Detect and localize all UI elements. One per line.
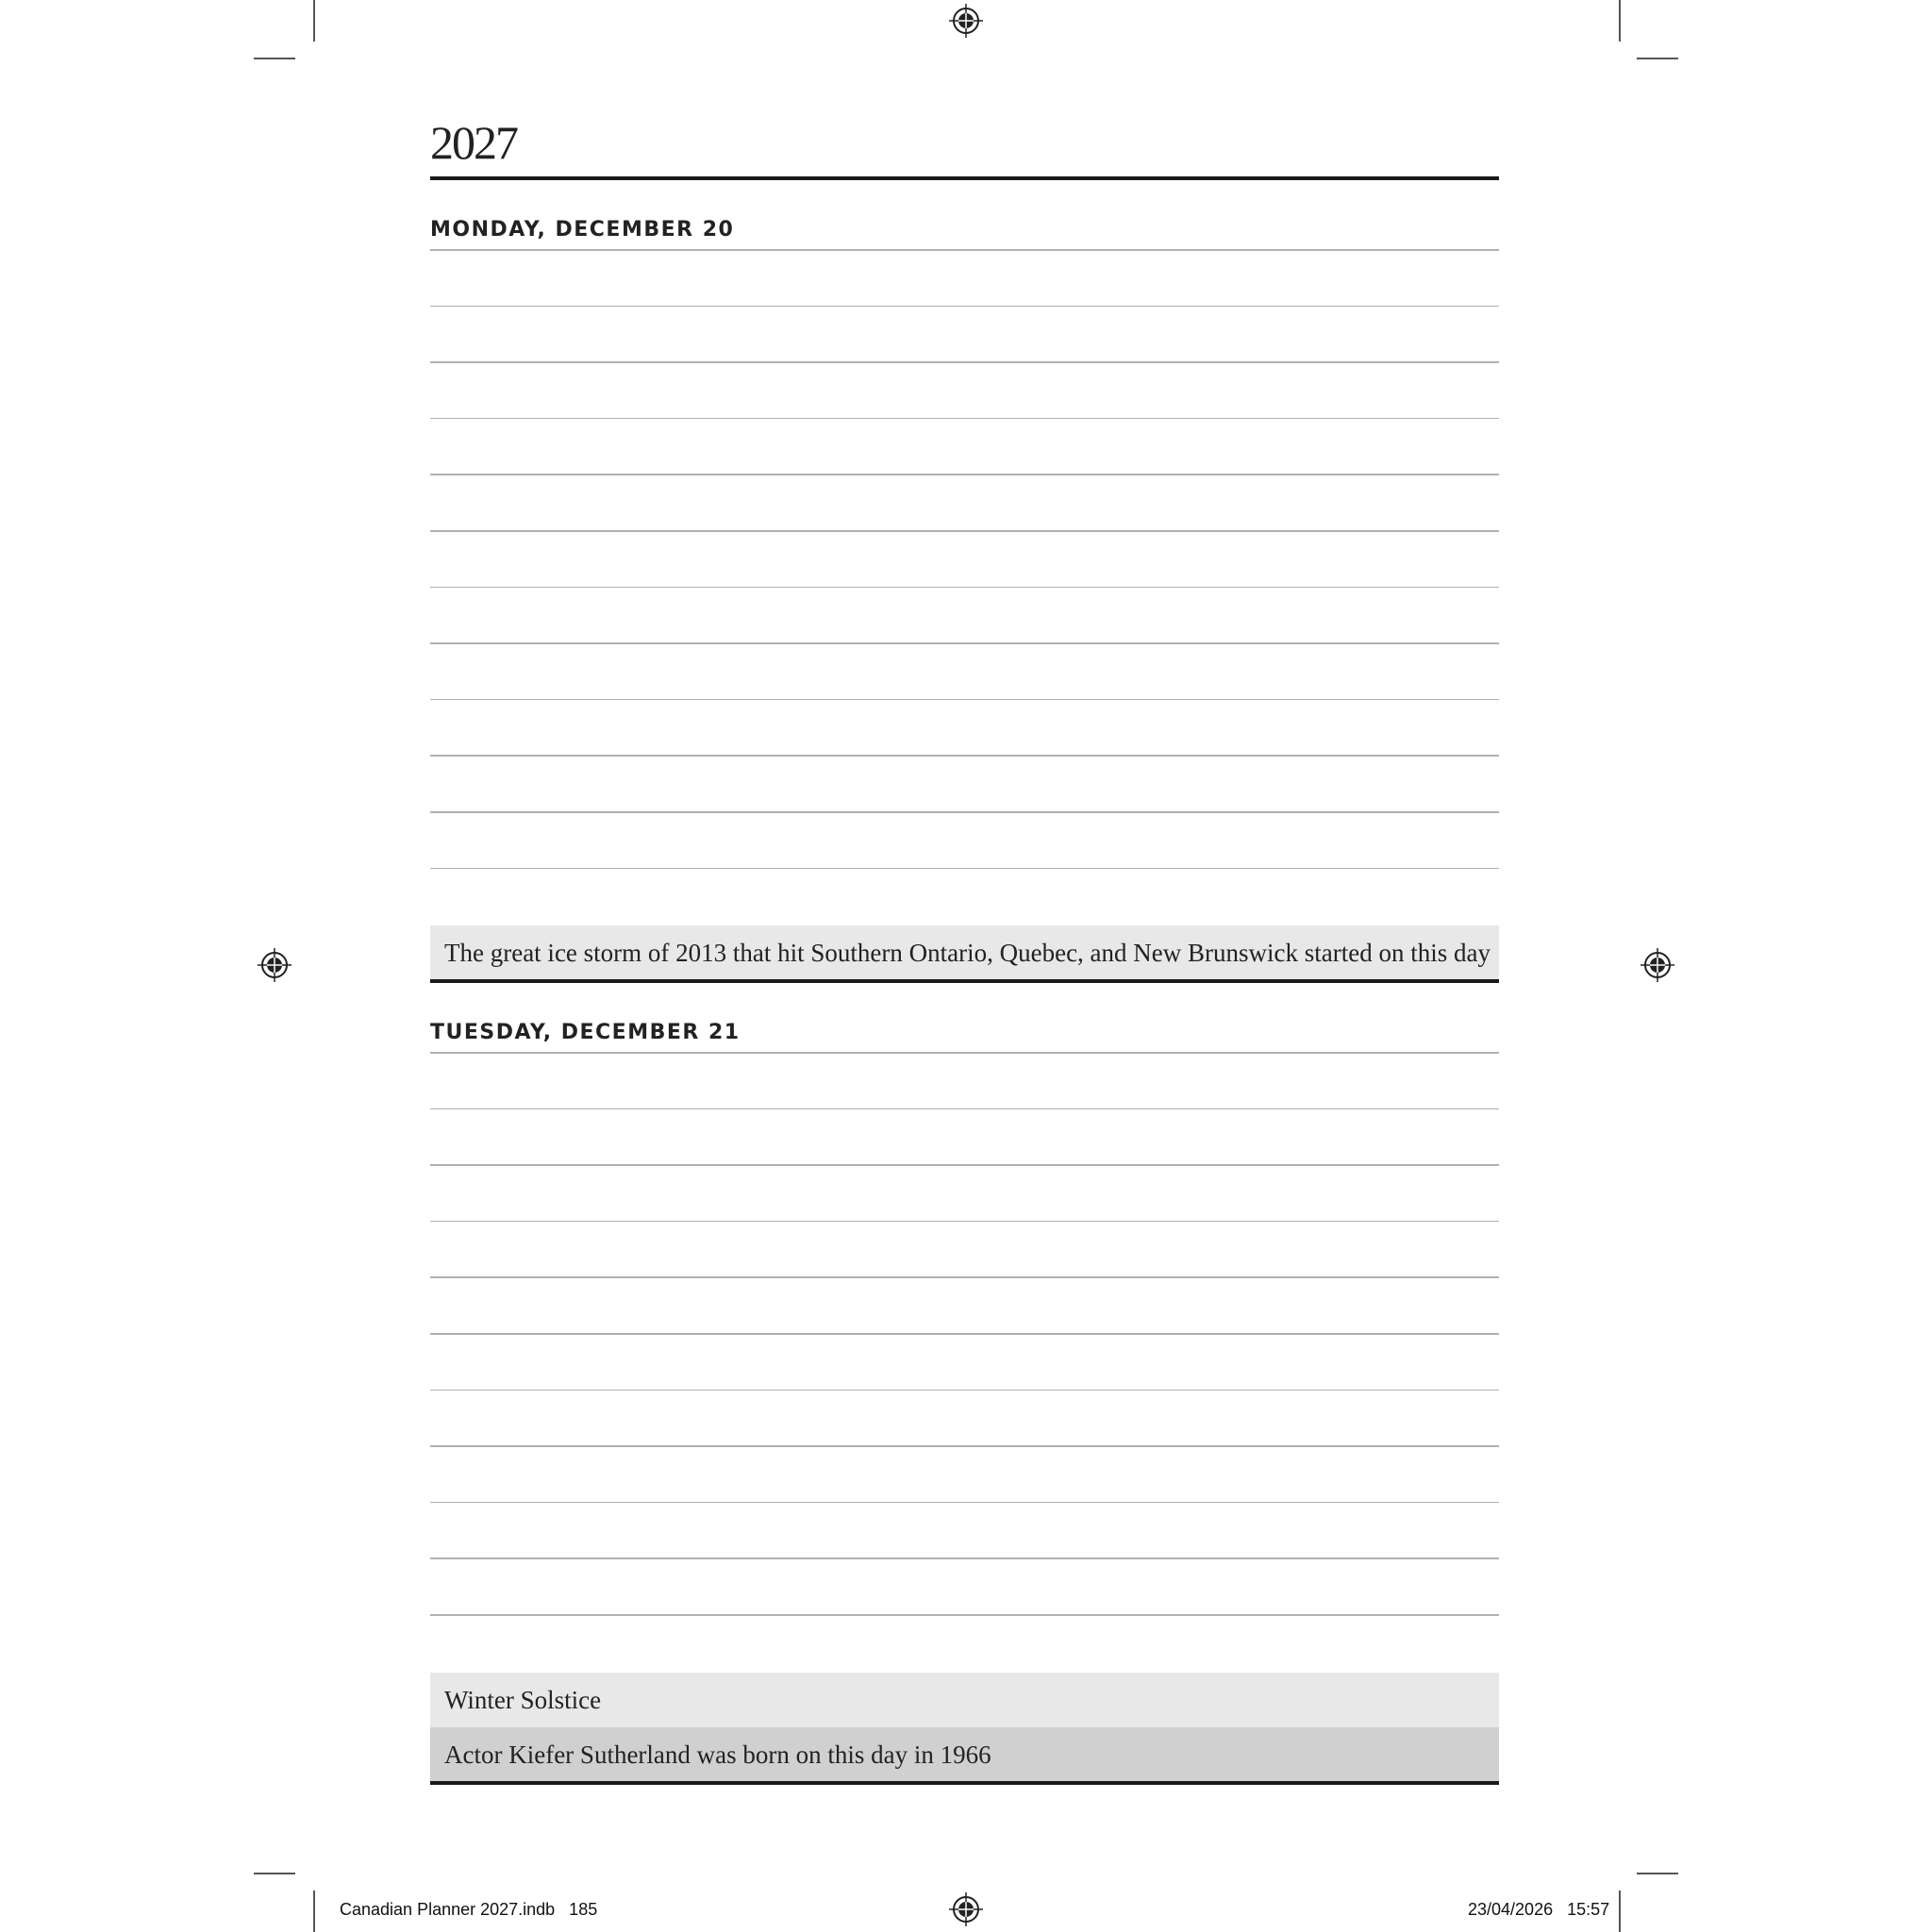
writing-line[interactable] (430, 1108, 1499, 1110)
crop-mark-top-right-h (1637, 58, 1678, 59)
writing-line[interactable] (430, 868, 1499, 870)
page-year: 2027 (430, 116, 517, 169)
writing-line[interactable] (430, 1614, 1499, 1616)
day-note: The great ice storm of 2013 that hit Southern Ontario, Quebec, and New Brunswick started on this day (430, 925, 1499, 980)
day-end-rule (430, 1781, 1499, 1785)
crop-mark-bottom-right-v (1619, 1890, 1621, 1932)
writing-line[interactable] (430, 418, 1499, 420)
writing-line[interactable] (430, 1164, 1499, 1166)
writing-line[interactable] (430, 755, 1499, 757)
writing-line[interactable] (430, 1502, 1499, 1504)
registration-mark-bottom-icon (949, 1892, 983, 1926)
registration-mark-right-icon (1641, 948, 1674, 982)
day-note: Actor Kiefer Sutherland was born on this day in 1966 (430, 1727, 1499, 1782)
writing-line[interactable] (430, 1276, 1499, 1278)
writing-line[interactable] (430, 1445, 1499, 1447)
crop-mark-bottom-left-h (254, 1873, 295, 1874)
crop-mark-bottom-right-h (1637, 1873, 1678, 1874)
writing-line[interactable] (430, 699, 1499, 701)
writing-line[interactable] (430, 1390, 1499, 1391)
writing-line[interactable] (430, 1221, 1499, 1223)
writing-line[interactable] (430, 587, 1499, 589)
writing-line[interactable] (430, 642, 1499, 644)
day-note: Winter Solstice (430, 1673, 1499, 1727)
writing-line[interactable] (430, 811, 1499, 813)
day-heading-monday: MONDAY, DECEMBER 20 (430, 218, 735, 242)
year-rule (430, 176, 1499, 180)
writing-line[interactable] (430, 1333, 1499, 1335)
writing-line[interactable] (430, 249, 1499, 251)
crop-mark-top-left-v (313, 0, 315, 42)
writing-line[interactable] (430, 474, 1499, 475)
footer-file-info: Canadian Planner 2027.indb 185 (340, 1900, 598, 1919)
writing-line[interactable] (430, 306, 1499, 308)
registration-mark-top-icon (949, 4, 983, 38)
writing-line[interactable] (430, 1052, 1499, 1054)
day-heading-tuesday: TUESDAY, DECEMBER 21 (430, 1021, 741, 1044)
day-end-rule (430, 979, 1499, 983)
crop-mark-bottom-left-v (313, 1890, 315, 1932)
writing-line[interactable] (430, 361, 1499, 363)
registration-mark-left-icon (258, 948, 291, 982)
crop-mark-top-left-h (254, 58, 295, 59)
writing-line[interactable] (430, 530, 1499, 532)
writing-line[interactable] (430, 1557, 1499, 1559)
footer-datetime: 23/04/2026 15:57 (1468, 1900, 1610, 1919)
crop-mark-top-right-v (1619, 0, 1621, 42)
